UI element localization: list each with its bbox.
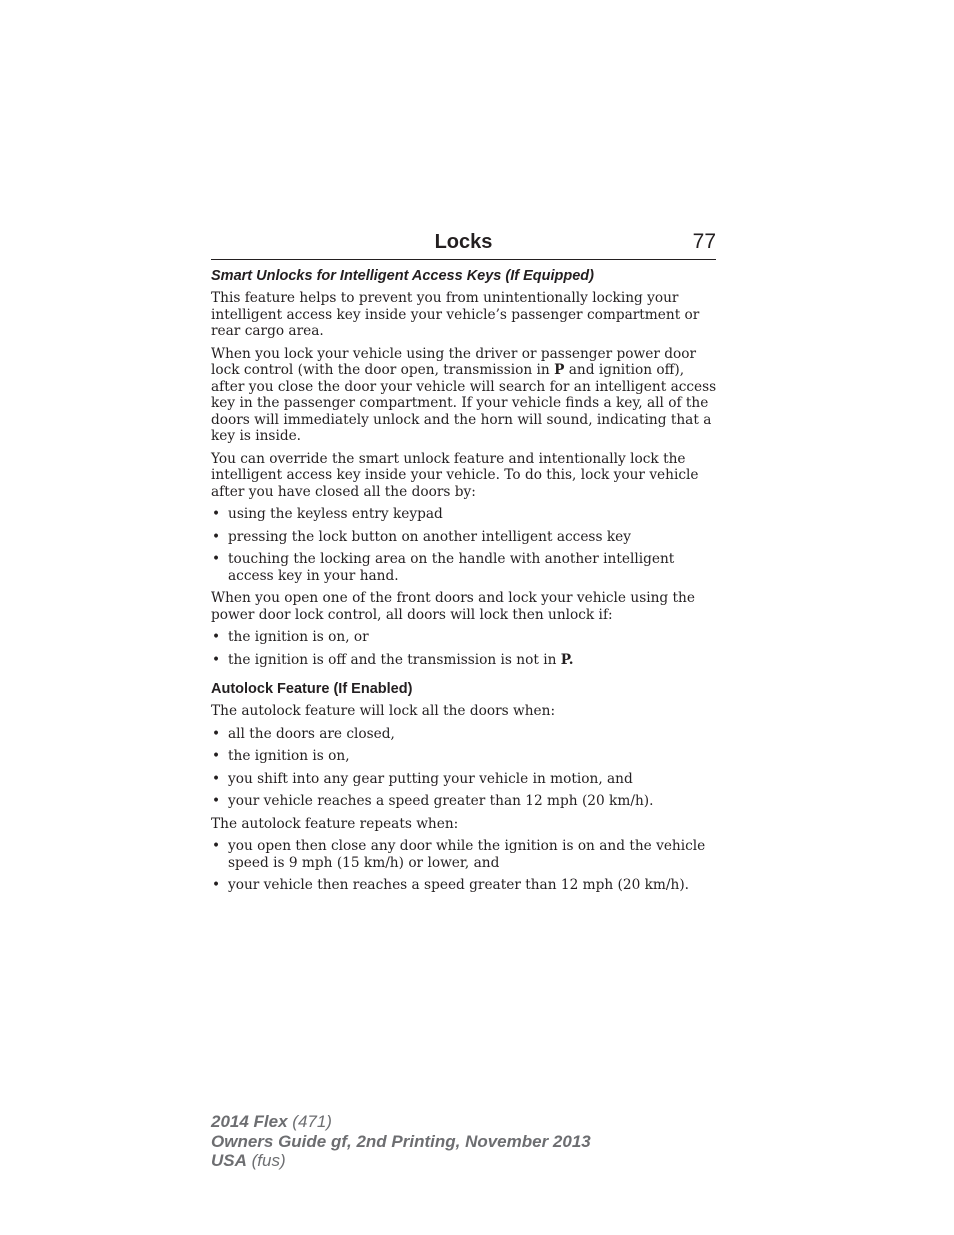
front-door-paragraph: When you open one of the front doors and lock your vehicle using the power door lock control, all doors will lock then unlock if:: [211, 590, 695, 623]
autolock-heading: Autolock Feature (If Enabled): [211, 681, 413, 697]
list-item: • your vehicle then reaches a speed greater than 12 mph (20 km/h).: [212, 877, 690, 893]
chapter-title: Locks: [434, 231, 493, 253]
override-paragraph: You can override the smart unlock feature and intentionally lock the intelligent access key inside your vehicle. To do this, lock your vehicle after you have closed all the doors by:: [211, 450, 699, 500]
bullet: •: [212, 506, 221, 522]
footer-printing-line: Owners Guide gf, 2nd Printing, November 2013: [211, 1131, 591, 1151]
page-header: [211, 228, 716, 260]
page-footer: [211, 1112, 591, 1171]
bullet: •: [212, 793, 221, 809]
list-item: • the ignition is on, or: [212, 629, 369, 645]
smart-unlocks-intro: This feature helps to prevent you from unintentionally locking your intelligent access key inside your vehicle’s passenger compartment or rear cargo area.: [211, 290, 700, 339]
list-item: • touching the locking area on the handle with another intelligent access key in your hand.: [212, 551, 675, 584]
smart-unlocks-heading: Smart Unlocks for Intelligent Access Keys (If Equipped): [211, 268, 594, 284]
override-methods-list: [211, 506, 721, 584]
footer-region-line: USA (fus): [211, 1151, 286, 1170]
autolock-repeats-intro: The autolock feature repeats when:: [211, 815, 459, 832]
bullet: •: [212, 629, 221, 645]
footer-model-line: 2014 Flex (471): [211, 1112, 332, 1131]
list-item: • pressing the lock button on another intelligent access key: [212, 528, 631, 545]
smart-unlocks-description: When you lock your vehicle using the driver or passenger power door lock control (with the door open, transmission in P and ignition off), after you close the door your vehicle will search for an intelligent access key in the passenger compartment. If your vehicle finds a key, all of the doors will immediately unlock and the horn will sound, indicating that a key is inside.: [211, 345, 717, 444]
bullet: •: [212, 551, 221, 567]
bullet: •: [212, 877, 221, 893]
list-item: • you shift into any gear putting your vehicle in motion, and: [212, 770, 633, 787]
list-item: • your vehicle reaches a speed greater than 12 mph (20 km/h).: [212, 793, 654, 809]
unlock-conditions-list: [211, 629, 721, 668]
list-item: • the ignition is on,: [212, 748, 350, 764]
list-item: • the ignition is off and the transmission is not in P.: [212, 651, 574, 668]
list-item: • you open then close any door while the ignition is on and the vehicle speed is 9 mph (15 km/h) or lower, and: [212, 838, 706, 871]
autolock-conditions-list: [211, 726, 721, 810]
bullet: •: [212, 838, 221, 854]
autolock-intro: The autolock feature will lock all the doors when:: [211, 703, 556, 719]
autolock-repeat-list: [211, 838, 721, 894]
bullet: •: [212, 725, 221, 742]
bullet: •: [212, 528, 221, 545]
bullet: •: [212, 651, 221, 668]
bullet: •: [212, 770, 221, 787]
page-body: [211, 267, 721, 900]
bullet: •: [212, 748, 221, 764]
list-item: • using the keyless entry keypad: [212, 506, 443, 522]
list-item: • all the doors are closed,: [212, 725, 395, 742]
page-number: 77: [692, 230, 716, 253]
